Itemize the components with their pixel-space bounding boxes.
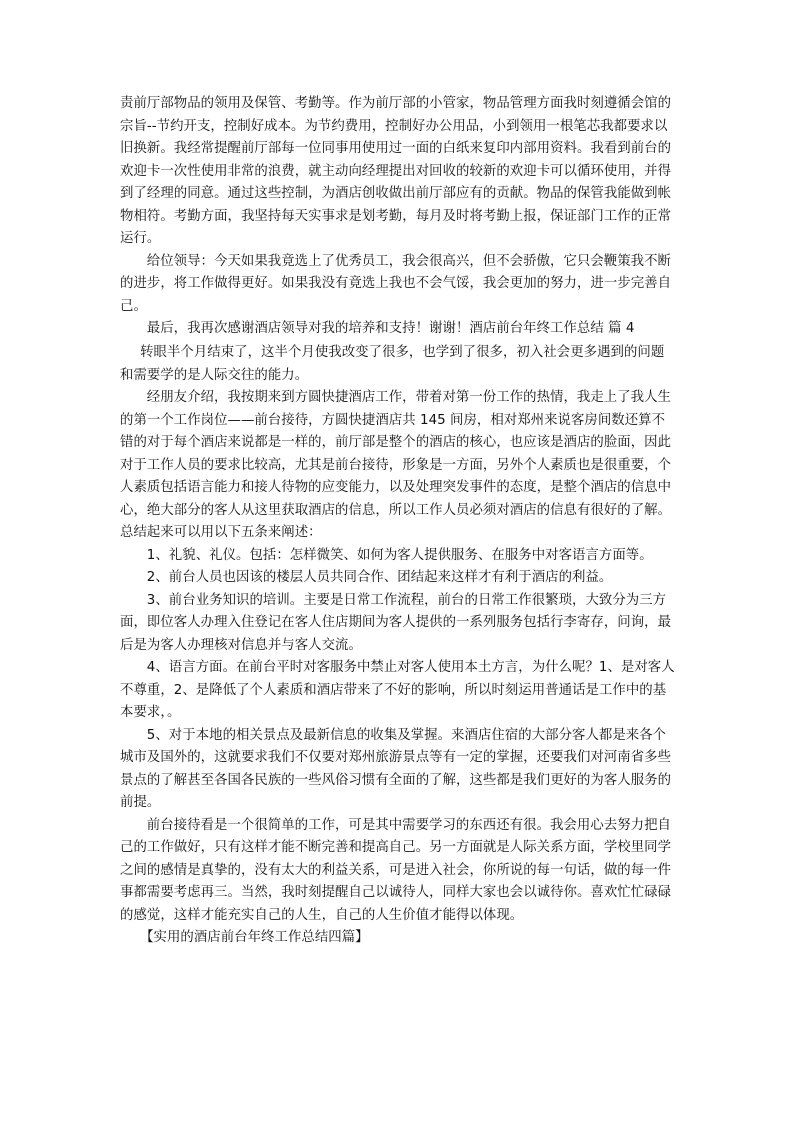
paragraph-half-month: 转眼半个月结束了，这半个月使我改变了很多，也学到了很多，初入社会更多遇到的问题和需要学的是人际交往的能力。	[120, 345, 665, 383]
list-item-local-info: 5、对于本地的相关景点及最新信息的收集及掌握。来酒店住宿的大部分客人都是来各个城市及国外的，这就要求我们不仅要对郑州旅游景点等有一定的掌握，还要我们对河南省多些景点的了解甚至各国各民族的一些风俗习惯有全面的了解，这些都是我们更好的为客人服务的前提。	[120, 727, 672, 810]
list-item-training: 3、前台业务知识的培训。主要是日常工作流程，前台的日常工作很繁琐，大致分为三方面，即位客人办理入住登记在客人住店期间为客人提供的一系列服务包括行李寄存，问询，最后是为客人办理核对信息并与客人交流。	[120, 592, 672, 653]
paragraph-property-management: 责前厅部物品的领用及保管、考勤等。作为前厅部的小管家，物品管理方面我时刻遵循会馆的宗旨--节约开支，控制好成本。为节约费用，控制好办公用品，小到领用一根笔芯我都要求以旧换新。我经常提醒前厅部每一位同事用使用过一面的白纸来复印内部用资料。我看到前台的欢迎卡一次性使用非常的浪费，就主动向经理提出对回收的较新的欢迎卡可以循环使用，并得到了经理的同意。通过这些控制，为酒店创收做出前厅部应有的贡献。物品的保管我能做到帐物相符。考勤方面，我坚持每天实事求是划考勤，每月及时将考勤上报，保证部门工作的正常运行。	[120, 96, 672, 246]
paragraph-reflection: 前台接待看是一个很简单的工作，可是其中需要学习的东西还有很。我会用心去努力把自己的工作做好，只有这样才能不断完善和提高自己。另一方面就是人际关系方面，学校里同学之间的感情是真挚的，没有太大的利益关系，可是进入社会，你所说的每一句话，做的每一件事都需要考虑再三。当然，我时刻提醒自己以诚待人，同样大家也会以诚待你。喜欢忙忙碌碌的感觉，这样才能充实自己的人生，自己的人生价值才能得以体现。	[120, 817, 672, 923]
paragraph-closing-thanks: 最后，我再次感谢酒店领导对我的培养和支持！谢谢！酒店前台年终工作总结 篇 4	[146, 321, 635, 336]
list-item-cooperation: 2、前台人员也因该的楼层人员共同合作、团结起来这样才有利于酒店的利益。	[146, 570, 613, 585]
text-section-1	[120, 93, 675, 341]
paragraph-first-job: 经朋友介绍，我按期来到方圆快捷酒店工作，带着对第一份工作的热情，我走上了我人生的第一个工作岗位——前台接待，方圆快捷酒店共 145 间房，相对郑州来说客房间数还算不错的对于每个酒店来说都是一样的，前厅部是整个的酒店的核心，也应该是酒店的脸面，因此对于工作人员的要求比较高，尤其是前台接待，形象是一方面，另外个人素质也是很重要，个人素质包括语言能力和接人待物的应变能力，以及处理突发事件的态度，是整个酒店的信息中心，绝大部分的客人从这里获取酒店的信息，所以工作人员必须对酒店的信息有很好的了解。总结起来可以用以下五条来阐述：	[120, 390, 672, 540]
list-item-etiquette: 1、礼貌、礼仪。包括：怎样微笑、如何为客人提供服务、在服务中对客语言方面等。	[146, 547, 653, 563]
text-section-2	[120, 342, 675, 950]
footer-title: 【实用的酒店前台年终工作总结四篇】	[140, 930, 369, 945]
list-item-language: 4、语言方面。在前台平时对客服务中禁止对客人使用本土方言，为什么呢？1、是对客人不尊重，2、是降低了个人素质和酒店带来了不好的影响，所以时刻运用普通话是工作中的基本要求，。	[120, 660, 675, 720]
paragraph-to-leaders: 给位领导：今天如果我竟选上了优秀员工，我会很高兴，但不会骄傲，它只会鞭策我不断的进步，将工作做得更好。如果我没有竟选上我也不会气馁，我会更加的努力，进一步完善自己。	[120, 253, 672, 314]
